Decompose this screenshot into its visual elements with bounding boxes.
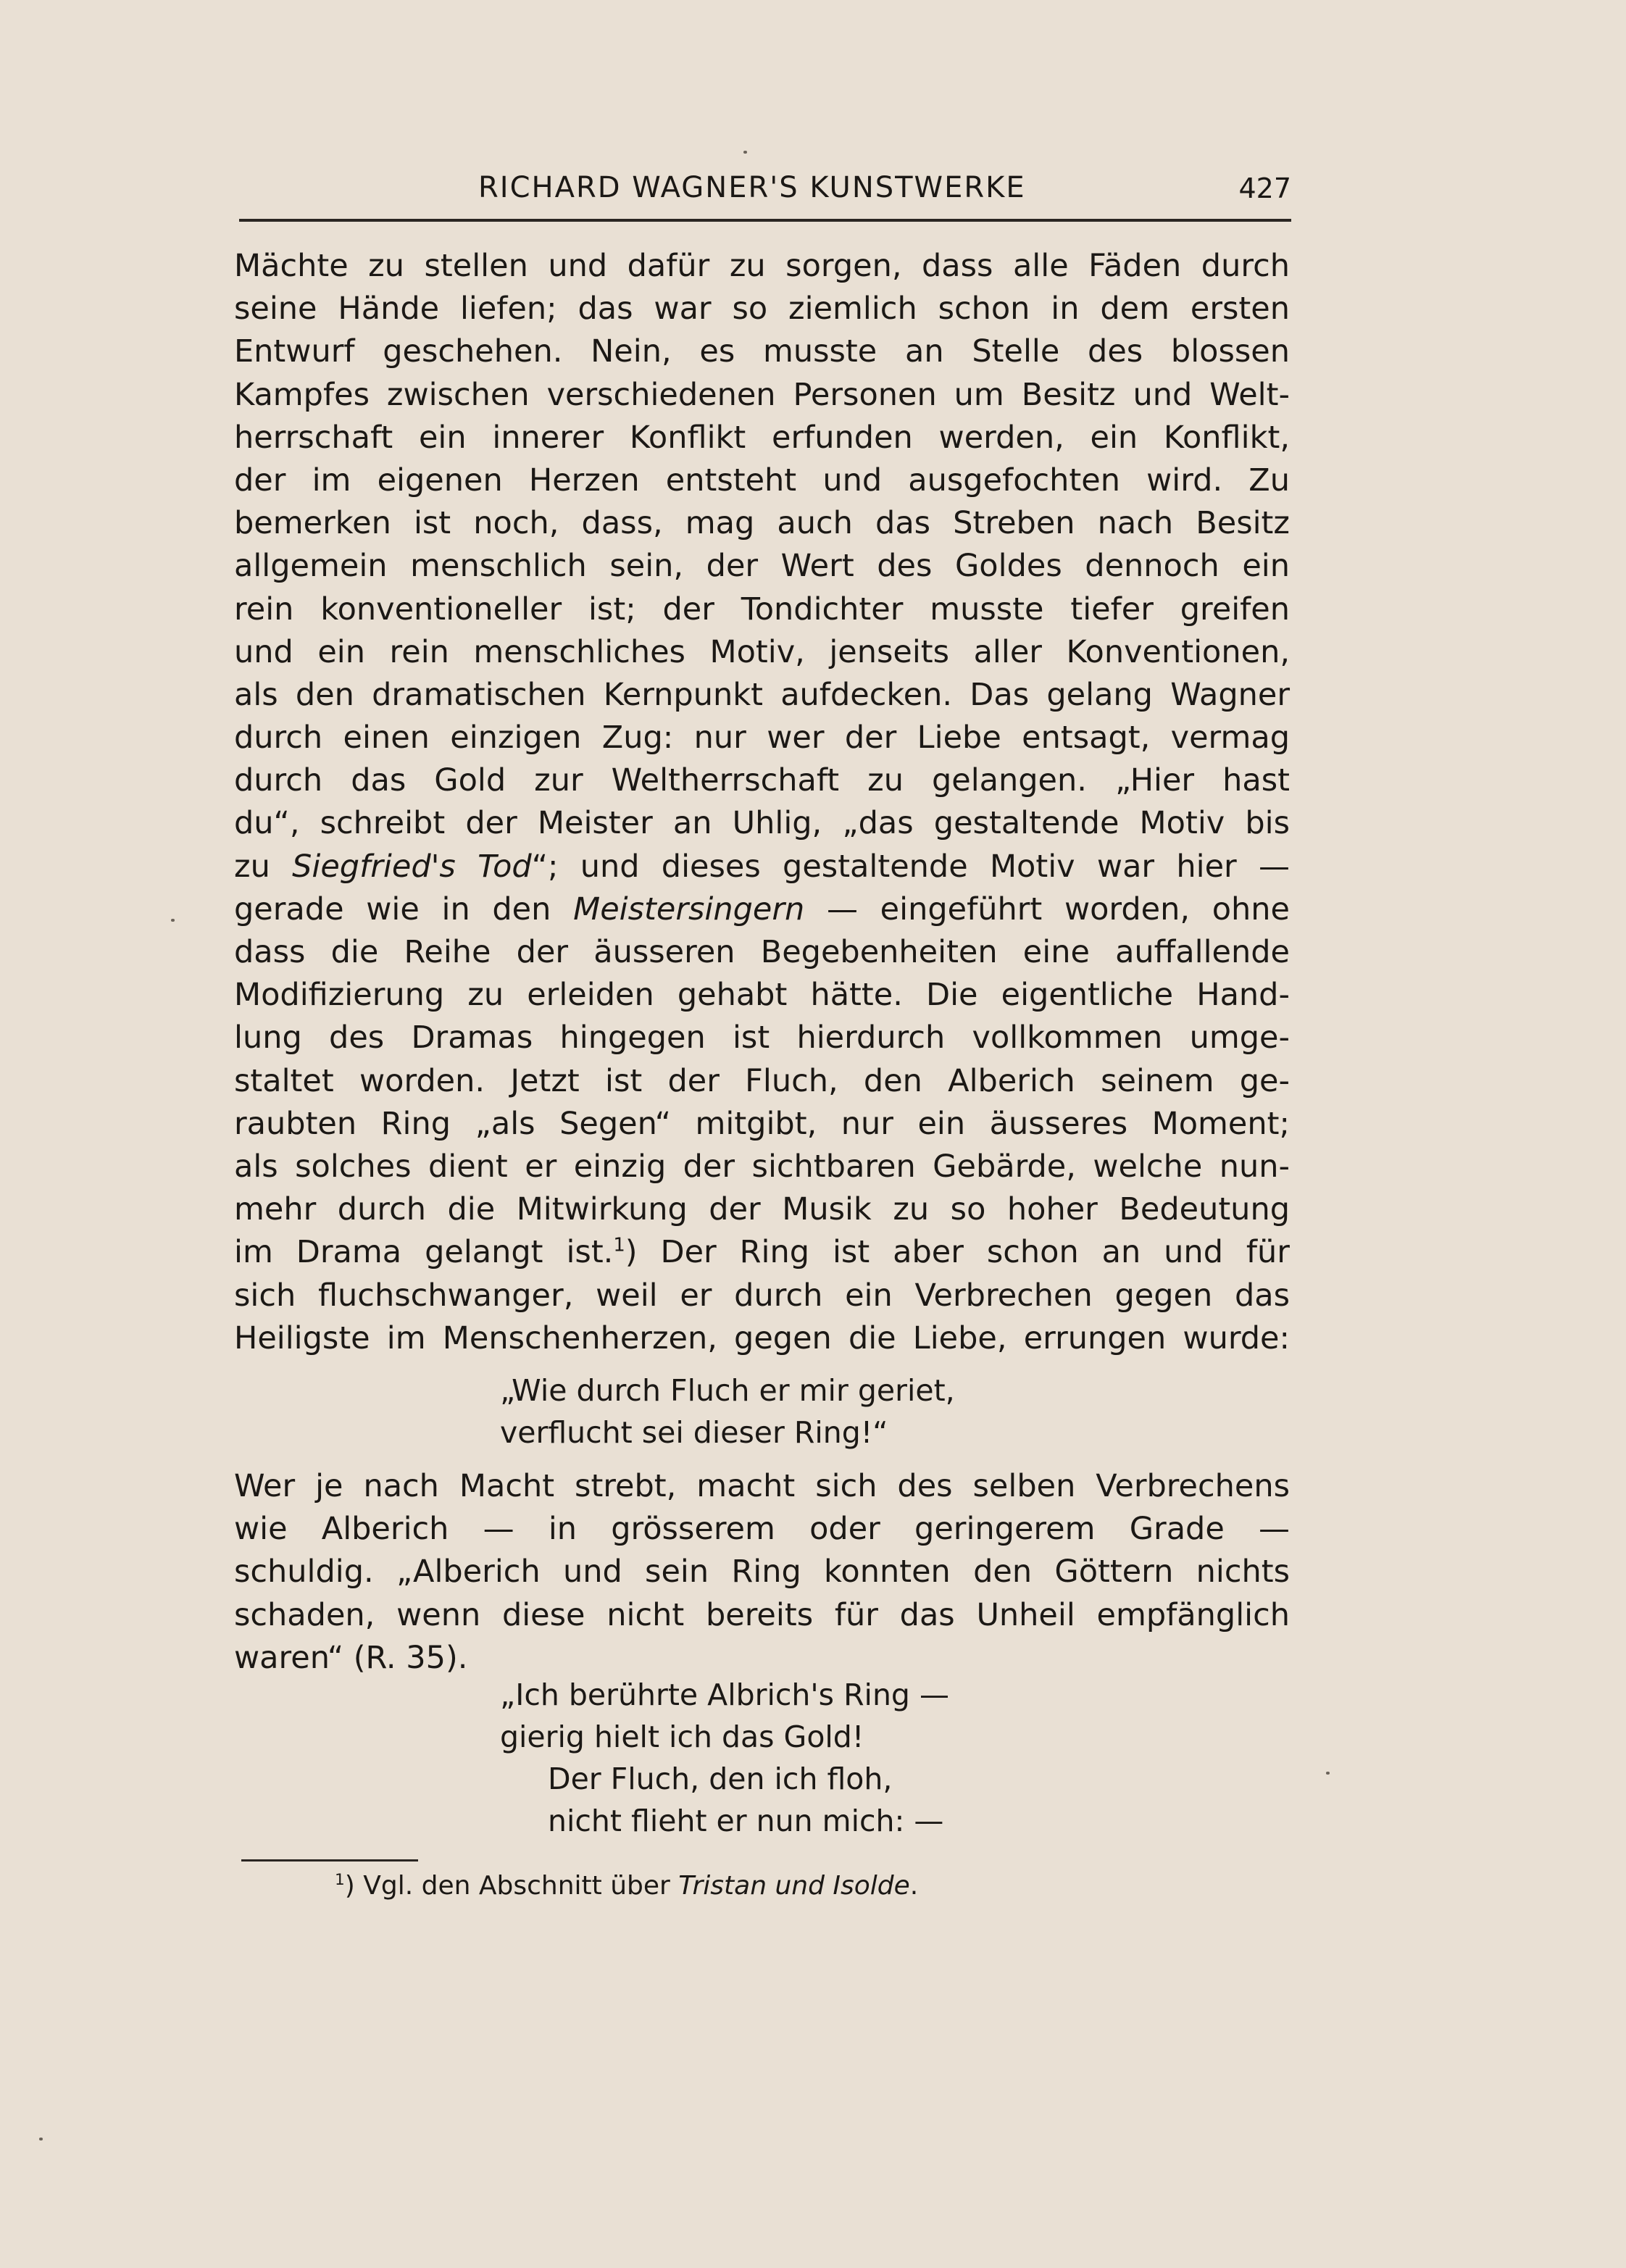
paper-speck [171,919,175,922]
verse-quote-1 [500,1369,1225,1454]
text-line [234,1231,1290,1274]
text-line: waren“ (R. 35). [234,1639,468,1676]
text-line: und ein rein menschliches Motiv, jenseits aller Konventionen, [234,633,1290,670]
text-line: wie Alberich — in grösserem oder geringerem Grade — [234,1511,1290,1548]
text-line: Modifizierung zu erleiden gehabt hätte. Die eigentliche Hand- [234,977,1290,1014]
paper-speck [743,151,747,154]
text-line: als solches dient er einzig der sichtbaren Gebärde, welche nun- [234,1148,1290,1185]
text-line: Entwurf geschehen. Nein, es musste an Stelle des blossen [234,333,1290,370]
text-line: herrschaft ein innerer Konflikt erfunden werden, ein Konflikt, [234,419,1290,456]
text-line: schaden, wenn diese nicht bereits für das Unheil empfänglich [234,1596,1290,1633]
running-title: RICHARD WAGNER'S KUNSTWERKE [478,171,1026,204]
text-line: als den dramatischen Kernpunkt aufdecken. Das gelang Wagner [234,676,1290,713]
paper-speck [39,2138,43,2140]
footnote [335,1871,918,1901]
text-line: dass die Reihe der äusseren Begebenheiten eine auffallende [234,934,1290,970]
page-header [239,168,1291,222]
verse-line: verflucht sei dieser Ring!“ [500,1415,888,1450]
main-paragraph [234,245,1290,1360]
text-run: — eingeführt worden, ohne [804,891,1290,927]
text-line: durch einen einzigen Zug: nur wer der Liebe entsagt, vermag [234,720,1290,756]
text-run: im Drama gelangt ist. [234,1234,614,1271]
text-line: rein konventioneller ist; der Tondichter musste tiefer greifen [234,591,1290,628]
text-line: seine Hände liefen; das war so ziemlich schon in dem ersten [234,291,1290,328]
text-line: Heiligste im Menschenherzen, gegen die Liebe, errungen wurde: [234,1319,1290,1356]
verse-line: gierig hielt ich das Gold! [500,1719,864,1754]
text-line: sich fluchschwanger, weil er durch ein Verbrechen gegen das [234,1277,1290,1314]
text-line: allgemein menschlich sein, der Wert des Goldes dennoch ein [234,548,1290,585]
text-line: Kampfes zwischen verschiedenen Personen um Besitz und Welt- [234,376,1290,413]
verse-line: „Wie durch Fluch er mir geriet, [500,1373,955,1408]
text-run: ) Der Ring ist aber schon an und für [625,1234,1290,1271]
text-line: schuldig. „Alberich und sein Ring konnten den Göttern nichts [234,1554,1290,1590]
footnote-reference: 1 [613,1234,625,1256]
text-run: gerade wie in den [234,891,574,927]
text-line: mehr durch die Mitwirkung der Musik zu so hoher Bedeutung [234,1191,1290,1228]
footnote-divider [241,1859,418,1861]
verse-line: „Ich berührte Albrich's Ring — [500,1677,949,1712]
verse-line: nicht flieht er nun mich: — [548,1804,944,1838]
text-line: raubten Ring „als Segen“ mitgibt, nur ein äusseres Moment; [234,1105,1290,1142]
verse-line: Der Fluch, den ich floh, [548,1762,893,1796]
footnote-marker: 1 [335,1871,345,1889]
italic-title-siegfried: Siegfried's Tod [292,848,532,885]
text-line: durch das Gold zur Weltherrschaft zu gelangen. „Hier hast [234,762,1290,799]
text-line: Wer je nach Macht strebt, macht sich des selben Verbrechens [234,1468,1290,1504]
text-run: zu [234,848,293,885]
verse-quote-2 [500,1674,1225,1842]
text-line: du“, schreibt der Meister an Uhlig, „das gestaltende Motiv bis [234,805,1290,842]
text-line: lung des Dramas hingegen ist hierdurch vollkommen umge- [234,1020,1290,1056]
italic-title-meistersingern: Meistersingern [573,891,805,927]
text-line: der im eigenen Herzen entsteht und ausgefochten wird. Zu [234,462,1290,499]
text-line [234,846,1290,888]
text-line: staltet worden. Jetzt ist der Fluch, den Alberich seinem ge- [234,1062,1290,1099]
paper-speck [1326,1772,1330,1775]
page-number: 427 [1238,172,1291,204]
footnote-text: ) Vgl. den Abschnitt über [344,1871,679,1901]
footnote-text-end: . [909,1871,919,1901]
second-paragraph [234,1465,1290,1680]
text-run: “; und dieses gestaltende Motiv war hier — [531,848,1290,885]
text-line [234,888,1290,931]
text-line: Mächte zu stellen und dafür zu sorgen, dass alle Fäden durch [234,248,1290,284]
italic-title-tristan: Tristan und Isolde [678,1871,910,1901]
text-line: bemerken ist noch, dass, mag auch das Streben nach Besitz [234,505,1290,542]
